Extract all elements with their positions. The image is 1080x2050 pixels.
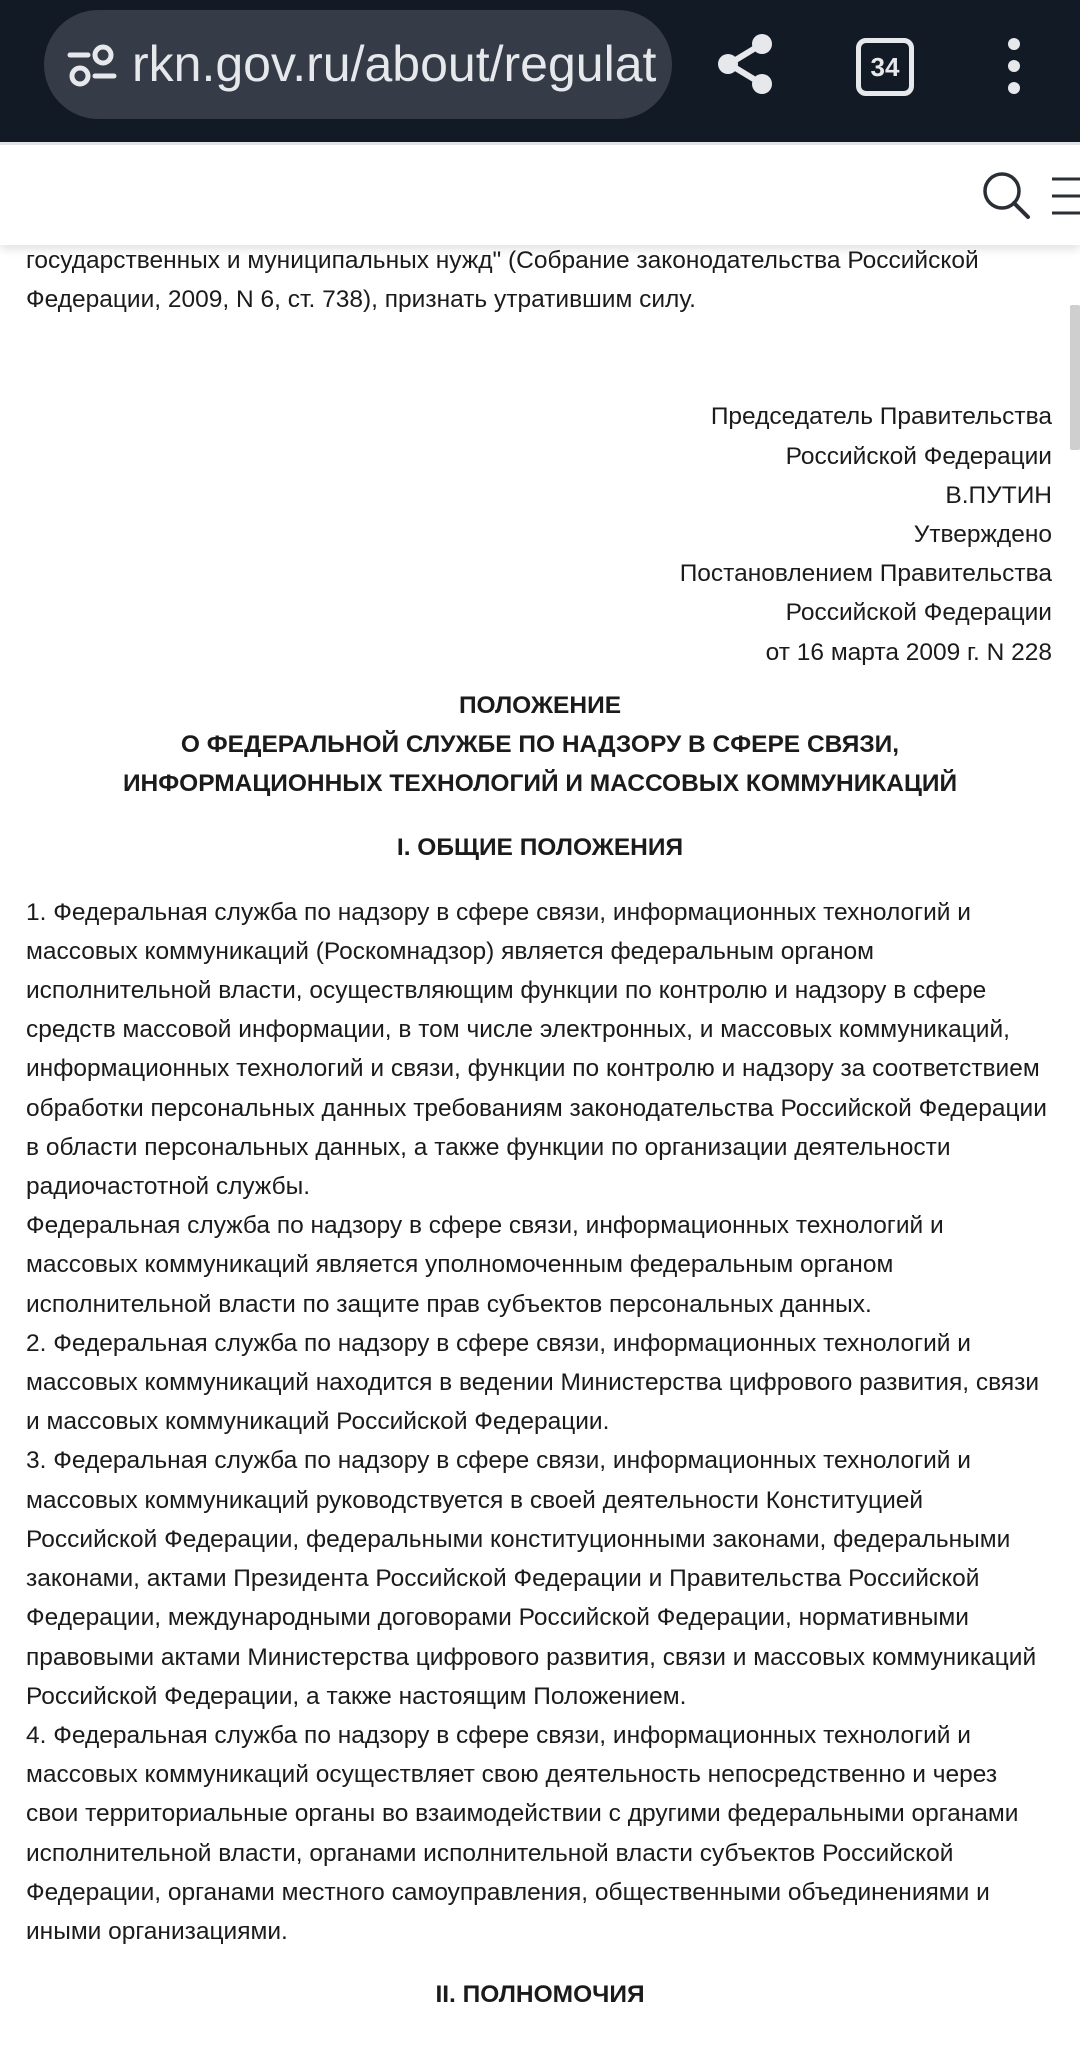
next-section-heading: II. ПОЛНОМОЧИЯ [435, 1981, 645, 2009]
approval-line: Постановлением Правительства [679, 560, 1052, 588]
clause: 1. Федеральная служба по надзору в сфере связи, информационных технологий и массовых коммуникаций (Роскомнадзор) является федеральным органом исполнительной власти, осуществляющим функции по контролю и надзору в сфере средств массовой информации, в том числе электронных, и массовых коммуникаций, информационных технологий и связи, функции по контролю и надзору за соответствием обработки персональных данных требованиям законодательства Российской Федерации в области персональных данных, а также функции по организации деятельности радиочастотной службы. [26, 898, 1047, 1201]
document-content [26, 241, 1054, 2014]
title-line: ИНФОРМАЦИОННЫХ ТЕХНОЛОГИЙ И МАССОВЫХ КОММУНИКАЦИЙ [122, 770, 958, 798]
signature-line: Российской Федерации [785, 442, 1052, 470]
search-icon[interactable] [980, 169, 1032, 221]
signature-line: Председатель Правительства [710, 403, 1052, 431]
share-icon[interactable] [712, 31, 778, 97]
title-line: ПОЛОЖЕНИЕ [458, 691, 622, 719]
approval-line: Утверждено [913, 521, 1052, 549]
title-line: О ФЕДЕРАЛЬНОЙ СЛУЖБЕ ПО НАДЗОРУ В СФЕРЕ СВЯЗИ, [180, 731, 900, 759]
clause: 4. Федеральная служба по надзору в сфере связи, информационных технологий и массовых коммуникаций осуществляет свою деятельность непосредственно и через свои территориальные органы во взаимодействии с другими федеральными органами исполнительной власти, органами исполнительной власти субъектов Российской Федерации, органами местного самоуправления, общественными объединениями и иными организациями. [26, 1721, 1019, 1945]
clause: 3. Федеральная служба по надзору в сфере связи, информационных технологий и массовых коммуникаций руководствуется в своей деятельности Конституцией Российской Федерации, федеральными конституционными законами, федеральными законами, актами Президента Российской Федерации и Правительства Российской Федерации, международными договорами Российской Федерации, нормативными правовыми актами Министерства цифрового развития, связи и массовых коммуникаций Российской Федерации, а также настоящим Положением. [26, 1447, 1037, 1710]
browser-toolbar [0, 0, 1080, 142]
document-title [26, 686, 1054, 804]
address-bar[interactable] [44, 10, 672, 119]
clause: 2. Федеральная служба по надзору в сфере связи, информационных технологий и массовых коммуникаций находится в ведении Министерства цифрового развития, связи и массовых коммуникаций Российской Федерации. [26, 1329, 1040, 1436]
approval-line: от 16 марта 2009 г. N 228 [765, 638, 1052, 666]
site-info-icon[interactable] [66, 38, 120, 92]
signature-block [26, 397, 1054, 671]
signature-line: В.ПУТИН [945, 481, 1052, 509]
tab-count-button[interactable]: 34 [856, 38, 914, 96]
intro-paragraph: государственных и муниципальных нужд" (Собрание законодательства Российской Федерации, 2009, N 6, ст. 738), признать утратившим силу. [26, 247, 979, 314]
url-text[interactable]: rkn.gov.ru/about/regulat [132, 36, 657, 92]
hamburger-icon[interactable] [1050, 175, 1080, 217]
more-vert-icon[interactable] [990, 36, 1038, 96]
site-header [0, 142, 1080, 245]
clause: Федеральная служба по надзору в сфере связи, информационных технологий и массовых коммуникаций является уполномоченным федеральным органом исполнительной власти по защите прав субъектов персональных данных. [26, 1212, 944, 1318]
section-heading: I. ОБЩИЕ ПОЛОЖЕНИЯ [396, 834, 684, 862]
scrollbar-thumb[interactable] [1070, 305, 1080, 450]
approval-line: Российской Федерации [785, 599, 1052, 627]
